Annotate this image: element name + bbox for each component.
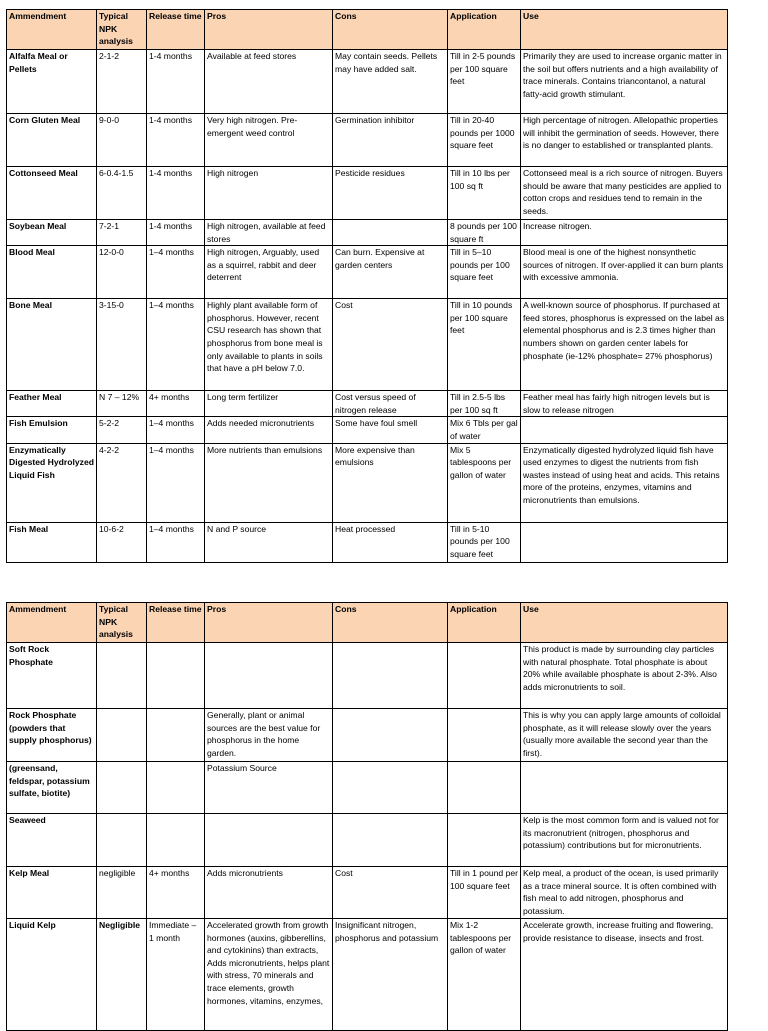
release-cell xyxy=(147,814,205,867)
npk-cell: N 7 – 12% xyxy=(97,391,147,417)
amendment-cell: (greensand, feldspar, potassium sulfate, biotite) xyxy=(7,762,97,814)
release-cell: 1–4 months xyxy=(147,443,205,522)
cons-cell: More expensive than emulsions xyxy=(333,443,448,522)
pros-cell: Potassium Source xyxy=(205,762,333,814)
cons-cell: Can burn. Expensive at garden centers xyxy=(333,246,448,299)
table-row xyxy=(7,919,728,1031)
cons-cell: Some have foul smell xyxy=(333,417,448,443)
application-cell: Till in 2-5 pounds per 100 square feet xyxy=(448,50,521,114)
use-cell: Primarily they are used to increase organic matter in the soil but offers nutrients and a high availability of trace minerals. Contains triancontanol, a natural fatty-acid growth stimulant. xyxy=(521,50,728,114)
pros-cell: High nitrogen xyxy=(205,167,333,220)
pros-cell: Accelerated growth from growth hormones (auxins, gibberellins, and cytokinins) than extracts, Adds micronutrients, helps plant with stress, 70 minerals and trace elements, growth hormones, vitamins, enzymes, xyxy=(205,919,333,1031)
cons-cell: Pesticide residues xyxy=(333,167,448,220)
table-row xyxy=(7,167,728,220)
use-cell: Feather meal has fairly high nitrogen levels but is slow to release nitrogen xyxy=(521,391,728,417)
npk-cell: negligible xyxy=(97,867,147,919)
cons-cell: May contain seeds. Pellets may have added salt. xyxy=(333,50,448,114)
application-cell xyxy=(448,762,521,814)
application-cell: Mix 6 Tbls per gal of water xyxy=(448,417,521,443)
header-release-time: Release time xyxy=(147,10,205,50)
pros-cell: Very high nitrogen. Pre-emergent weed control xyxy=(205,114,333,167)
release-cell: 1–4 months xyxy=(147,417,205,443)
use-cell: Cottonseed meal is a rich source of nitrogen. Buyers should be aware that many pesticides are applied to cotton crops and residues tend to remain in the seeds. xyxy=(521,167,728,220)
npk-cell: 5-2-2 xyxy=(97,417,147,443)
table-row xyxy=(7,114,728,167)
amendment-cell: Blood Meal xyxy=(7,246,97,299)
cons-cell xyxy=(333,814,448,867)
npk-cell: Negligible xyxy=(97,919,147,1031)
table-row xyxy=(7,443,728,522)
use-cell: Blood meal is one of the highest nonsynthetic sources of nitrogen. If over-applied it can burn plants with excessive ammonia. xyxy=(521,246,728,299)
npk-cell: 9-0-0 xyxy=(97,114,147,167)
release-cell: Immediate – 1 month xyxy=(147,919,205,1031)
release-cell: 1-4 months xyxy=(147,220,205,246)
header-pros: Pros xyxy=(205,10,333,50)
pros-cell: High nitrogen, available at feed stores xyxy=(205,220,333,246)
cons-cell xyxy=(333,762,448,814)
header-application: Application xyxy=(448,603,521,643)
header-cons: Cons xyxy=(333,10,448,50)
application-cell: Mix 5 tablespoons per gallon of water xyxy=(448,443,521,522)
header-npk: Typical NPK analysis xyxy=(97,10,147,50)
use-cell: Accelerate growth, increase fruiting and flowering, provide resistance to disease, insects and frost. xyxy=(521,919,728,1031)
pros-cell: Long term fertilizer xyxy=(205,391,333,417)
use-cell: High percentage of nitrogen. Allelopathic properties will inhibit the germination of seeds. However, there is no danger to established or transplanted plants. xyxy=(521,114,728,167)
application-cell: Till in 5-10 pounds per 100 square feet xyxy=(448,522,521,562)
amendment-cell: Alfalfa Meal or Pellets xyxy=(7,50,97,114)
pros-cell: N and P source xyxy=(205,522,333,562)
release-cell: 1-4 months xyxy=(147,50,205,114)
amendment-cell: Soft Rock Phosphate xyxy=(7,643,97,709)
npk-cell: 4-2-2 xyxy=(97,443,147,522)
amendment-cell: Fish Emulsion xyxy=(7,417,97,443)
amendment-cell: Seaweed xyxy=(7,814,97,867)
use-cell: Kelp is the most common form and is valued not for its macronutrient (nitrogen, phosphorus and potassium) contributions but for micronutrients. xyxy=(521,814,728,867)
amendment-cell: Fish Meal xyxy=(7,522,97,562)
header-cons: Cons xyxy=(333,603,448,643)
header-application: Application xyxy=(448,10,521,50)
npk-cell: 3-15-0 xyxy=(97,299,147,391)
cons-cell xyxy=(333,643,448,709)
npk-cell xyxy=(97,762,147,814)
npk-cell xyxy=(97,643,147,709)
release-cell: 1–4 months xyxy=(147,522,205,562)
cons-cell: Germination inhibitor xyxy=(333,114,448,167)
header-npk: Typical NPK analysis xyxy=(97,603,147,643)
application-cell xyxy=(448,643,521,709)
npk-cell xyxy=(97,814,147,867)
table-row xyxy=(7,522,728,562)
table-row xyxy=(7,762,728,814)
amendment-cell: Corn Gluten Meal xyxy=(7,114,97,167)
amendments-table-2 xyxy=(6,602,728,1031)
release-cell xyxy=(147,643,205,709)
cons-cell: Cost xyxy=(333,867,448,919)
release-cell xyxy=(147,762,205,814)
npk-cell: 6-0.4-1.5 xyxy=(97,167,147,220)
table-row xyxy=(7,246,728,299)
application-cell xyxy=(448,814,521,867)
header-row xyxy=(7,603,728,643)
use-cell: Kelp meal, a product of the ocean, is used primarily as a trace mineral source. It is often combined with fish meal to add nitrogen, phosphorus and potassium. xyxy=(521,867,728,919)
release-cell: 4+ months xyxy=(147,391,205,417)
use-cell: This product is made by surrounding clay particles with natural phosphate. Total phosphate is about 20% while available phosphate is about 2-3%. Also adds micronutrients to soil. xyxy=(521,643,728,709)
cons-cell xyxy=(333,220,448,246)
header-amendment: Ammendment xyxy=(7,603,97,643)
application-cell: Till in 1 pound per 100 square feet xyxy=(448,867,521,919)
npk-cell: 7-2-1 xyxy=(97,220,147,246)
application-cell: Till in 10 lbs per 100 sq ft xyxy=(448,167,521,220)
table-row xyxy=(7,299,728,391)
header-pros: Pros xyxy=(205,603,333,643)
cons-cell: Heat processed xyxy=(333,522,448,562)
use-cell xyxy=(521,522,728,562)
amendment-cell: Liquid Kelp xyxy=(7,919,97,1031)
amendment-cell: Feather Meal xyxy=(7,391,97,417)
pros-cell: Generally, plant or animal sources are the best value for phosphorus in the home garden. xyxy=(205,709,333,762)
use-cell: A well-known source of phosphorus. If purchased at feed stores, phosphorus is expressed on the label as elemental phosphorus and is 2.3 times higher than numbers shown on garden center labels for phosphate (ie-12% phosphate= 27% phosphorus) xyxy=(521,299,728,391)
cons-cell: Cost versus speed of nitrogen release xyxy=(333,391,448,417)
npk-cell: 2-1-2 xyxy=(97,50,147,114)
pros-cell: Adds needed micronutrients xyxy=(205,417,333,443)
release-cell: 1-4 months xyxy=(147,167,205,220)
pros-cell xyxy=(205,643,333,709)
use-cell: This is why you can apply large amounts of colloidal phosphate, as it will release slowly over the years (usually more available the second year than the first). xyxy=(521,709,728,762)
release-cell: 4+ months xyxy=(147,867,205,919)
header-amendment: Ammendment xyxy=(7,10,97,50)
amendment-cell: Kelp Meal xyxy=(7,867,97,919)
application-cell: Till in 2.5-5 lbs per 100 sq ft xyxy=(448,391,521,417)
amendment-cell: Soybean Meal xyxy=(7,220,97,246)
table-row xyxy=(7,417,728,443)
pros-cell: More nutrients than emulsions xyxy=(205,443,333,522)
pros-cell: Available at feed stores xyxy=(205,50,333,114)
pros-cell xyxy=(205,814,333,867)
release-cell: 1–4 months xyxy=(147,246,205,299)
npk-cell: 10-6-2 xyxy=(97,522,147,562)
table-row xyxy=(7,709,728,762)
use-cell: Increase nitrogen. xyxy=(521,220,728,246)
cons-cell xyxy=(333,709,448,762)
amendments-table-1 xyxy=(6,9,728,563)
table-row xyxy=(7,867,728,919)
header-use: Use xyxy=(521,603,728,643)
header-row xyxy=(7,10,728,50)
release-cell: 1–4 months xyxy=(147,299,205,391)
application-cell: Till in 20-40 pounds per 1000 square feet xyxy=(448,114,521,167)
release-cell: 1-4 months xyxy=(147,114,205,167)
application-cell: Mix 1-2 tablespoons per gallon of water xyxy=(448,919,521,1031)
application-cell: 8 pounds per 100 square ft xyxy=(448,220,521,246)
use-cell xyxy=(521,762,728,814)
table-row xyxy=(7,50,728,114)
release-cell xyxy=(147,709,205,762)
application-cell: Till in 10 pounds per 100 square feet xyxy=(448,299,521,391)
amendment-cell: Enzymatically Digested Hydrolyzed Liquid Fish xyxy=(7,443,97,522)
table-row xyxy=(7,220,728,246)
application-cell xyxy=(448,709,521,762)
header-use: Use xyxy=(521,10,728,50)
use-cell: Enzymatically digested hydrolyzed liquid fish have used enzymes to digest the nutrients from fish wastes instead of using heat and acids. This retains more of the proteins, enzymes, vitamins and micronutrients than emulsions. xyxy=(521,443,728,522)
table-row xyxy=(7,814,728,867)
npk-cell xyxy=(97,709,147,762)
table-row xyxy=(7,643,728,709)
table-row xyxy=(7,391,728,417)
pros-cell: High nitrogen, Arguably, used as a squirrel, rabbit and deer deterrent xyxy=(205,246,333,299)
cons-cell: Insignificant nitrogen, phosphorus and potassium xyxy=(333,919,448,1031)
application-cell: Till in 5–10 pounds per 100 square feet xyxy=(448,246,521,299)
npk-cell: 12-0-0 xyxy=(97,246,147,299)
header-release-time: Release time xyxy=(147,603,205,643)
pros-cell: Highly plant available form of phosphorus. However, recent CSU research has shown that phosphorus from bone meal is only available to plants in soils that have a pH below 7.0. xyxy=(205,299,333,391)
cons-cell: Cost xyxy=(333,299,448,391)
use-cell xyxy=(521,417,728,443)
amendment-cell: Cottonseed Meal xyxy=(7,167,97,220)
pros-cell: Adds micronutrients xyxy=(205,867,333,919)
amendment-cell: Rock Phosphate (powders that supply phosphorus) xyxy=(7,709,97,762)
amendment-cell: Bone Meal xyxy=(7,299,97,391)
